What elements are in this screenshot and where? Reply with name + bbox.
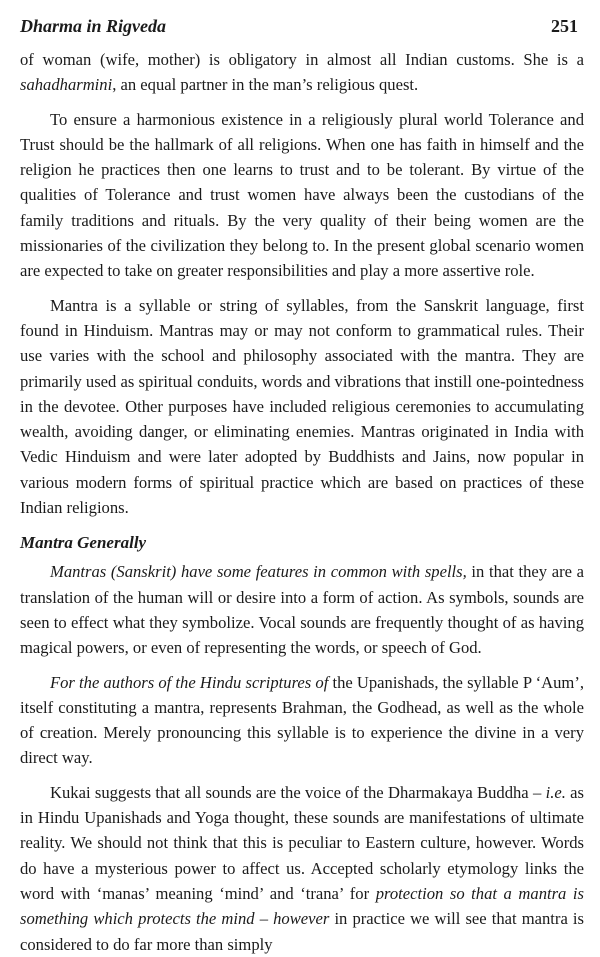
paragraph-mantra-spells (20, 559, 584, 660)
running-title: Dharma in Rigveda (20, 16, 167, 36)
page-header (20, 14, 578, 42)
paragraph-mantra-definition: Mantra is a syllable or string of syllables, from the Sanskrit language, first found in Hinduism. Mantras may or may not conform to grammatical rules. Their use varies with the school and philosophy associated with the mantra. They are primarily used as spiritual conduits, words and vibrations that instill one-pointedness in the devotee. Other purposes have included religious ceremonies to accumulating wealth, avoiding danger, or eliminating enemies. Mantras originated in India with Vedic Hinduism and were later adopted by Buddhists and Jains, now popular in various modern forms of spiritual practice which are based on practices of these Indian religions. (20, 295, 584, 518)
paragraph-text: Kukai suggests that all sounds are the voice of the Dharmakaya Buddha – (50, 782, 546, 802)
paragraph-kukai (20, 780, 584, 957)
paragraph-text: of woman (wife, mother) is obligatory in almost all Indian customs. She is a (20, 50, 584, 69)
paragraph-text: in practice we will see that mantra is considered to do far more than simply (20, 909, 584, 954)
italic-phrase: For the authors of the Hindu scriptures of (50, 672, 329, 692)
paragraph-text: , an equal partner in the man’s religious quest. (112, 75, 419, 95)
italic-term: sahadharmini (20, 75, 113, 95)
page-body (20, 47, 584, 957)
paragraph-text: as in Hindu Upanishads and Yoga thought, these sounds are manifestations of ultimate reality. We should not think that this is peculiar to Eastern culture, however. Words do have a mysterious power to affect us. Accepted scholarly etymology links the word with ‘manas’ meaning ‘mind’ and ‘trana’ for (20, 782, 584, 903)
page-number: 251 (551, 16, 578, 36)
paragraph-text: the Upanishads, the syllable P ‘Aum’, itself constituting a mantra, represents Brahman, the Godhead, as well as the whole of creation. Merely pronouncing this syllable is to experience the divine in a very direct way. (20, 672, 584, 768)
paragraph-tolerance-trust: To ensure a harmonious existence in a religiously plural world Tolerance and Trust should be the hallmark of all religions. When one has faith in himself and the religion he practices then one learns to trust and to be tolerant. By virtue of the qualities of Tolerance and trust women have always been the custodians of the family traditions and rituals. By the very quality of their being women are the missionaries of the civilization they belong to. In the present global scenario women are expected to take on greater responsibilities and play a more assertive role. (20, 109, 584, 281)
section-heading: Mantra Generally (20, 533, 147, 553)
italic-phrase: Mantras (Sanskrit) have some features in common with spells, (50, 562, 467, 582)
paragraph-upanishads (20, 670, 584, 771)
paragraph-continuation (20, 47, 584, 98)
italic-phrase: protection so that a mantra is something which protects the mind – however (20, 883, 584, 929)
italic-term: i.e. (545, 782, 566, 802)
paragraph-text: in that they are a translation of the human will or desire into a form of action. As symbols, sounds are seen to effect what they symbolize. Vocal sounds are frequently thought of as having magical powers, or even of representing the words, or speech of God. (20, 562, 584, 658)
